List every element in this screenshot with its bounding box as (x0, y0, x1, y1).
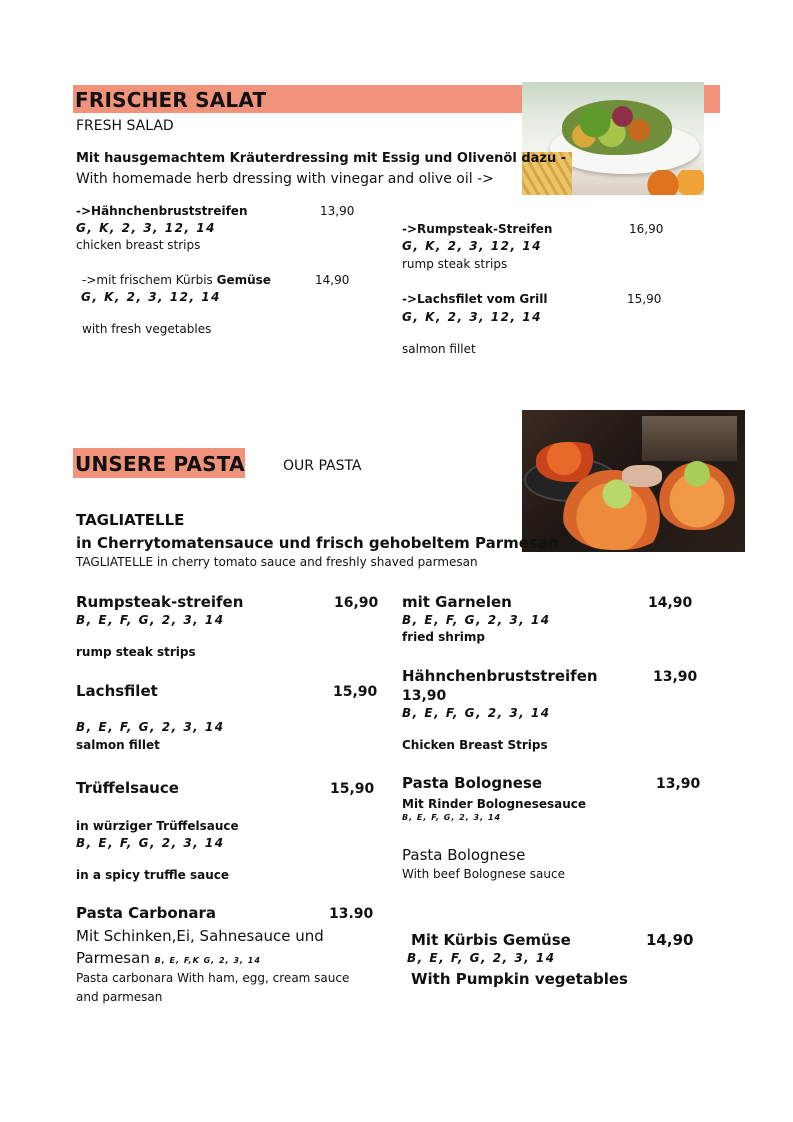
pasta-item-name: Rumpsteak-streifen (76, 593, 244, 611)
pasta-item-price: 13,90 (653, 669, 698, 685)
salad-item-price: 14,90 (315, 273, 350, 287)
pasta-item-en: Pasta carbonara With ham, egg, cream sauce (76, 971, 350, 985)
pasta-item-en: in a spicy truffle sauce (76, 868, 230, 882)
pasta-item-en: With Pumpkin vegetables (411, 970, 628, 988)
name-part: ->mit frischem Kürbis (82, 273, 217, 287)
salad-desc-en: With homemade herb dressing with vinegar and olive oil -> (76, 171, 494, 187)
salad-item-en: salmon fillet (402, 342, 476, 356)
salad-item-en: with fresh vegetables (82, 322, 212, 336)
pasta-item-en: With beef Bolognese sauce (402, 867, 565, 881)
salad-photo (522, 82, 704, 195)
dish-name: TAGLIATELLE (76, 511, 185, 529)
pasta-item-price: 14,90 (648, 595, 693, 611)
pasta-item-name: Pasta Bolognese (402, 774, 543, 792)
allergen-codes: B, E, F, G, 2, 3, 14 (402, 706, 551, 720)
pasta-subtitle: OUR PASTA (283, 458, 362, 474)
dish-desc-de: in Cherrytomatensauce und frisch gehobeltem Parmesan (76, 534, 559, 552)
pasta-item-name: Mit Kürbis Gemüse (411, 931, 571, 949)
pasta-item-desc (76, 949, 261, 967)
pasta-photo (522, 410, 745, 552)
salad-item-name: ->Hähnchenbruststreifen (76, 204, 248, 218)
salad-item-en: rump steak strips (402, 257, 508, 271)
allergen-codes: G, K, 2, 3, 12, 14 (402, 310, 542, 324)
pasta-item-desc: Mit Schinken,Ei, Sahnesauce und (76, 927, 324, 945)
pasta-item-price: 15,90 (333, 684, 378, 700)
pasta-item-price: 15,90 (330, 781, 375, 797)
pasta-item-price: 13.90 (329, 906, 374, 922)
pasta-item-price: 14,90 (646, 931, 694, 949)
allergen-codes: B, E, F, G, 2, 3, 14 (407, 951, 556, 965)
pasta-item-en: fried shrimp (402, 630, 485, 644)
allergen-codes: B, E, F, G, 2, 3, 14 (76, 836, 225, 850)
pasta-item-name: Hähnchenbruststreifen (402, 667, 598, 685)
allergen-codes: B, E, F, G, 2, 3, 14 (76, 613, 225, 627)
salad-subtitle: FRESH SALAD (76, 118, 174, 134)
pasta-item-name: Trüffelsauce (76, 779, 179, 797)
pasta-item-en: rump steak strips (76, 645, 196, 659)
allergen-codes: G, K, 2, 3, 12, 14 (402, 239, 542, 253)
allergen-codes: B, E, F, G, 2, 3, 14 (402, 813, 502, 822)
salad-title: FRISCHER SALAT (75, 88, 267, 112)
salad-item-name: ->Lachsfilet vom Grill (402, 292, 548, 306)
pasta-item-desc: in würziger Trüffelsauce (76, 819, 239, 833)
pasta-item-name-en: Pasta Bolognese (402, 846, 526, 864)
pasta-item-name: Lachsfilet (76, 682, 158, 700)
allergen-codes: G, K, 2, 3, 12, 14 (81, 290, 221, 304)
allergen-codes: G, K, 2, 3, 12, 14 (76, 221, 216, 235)
pasta-item-en: salmon fillet (76, 738, 160, 752)
salad-item-name: ->Rumpsteak-Streifen (402, 222, 553, 236)
pasta-item-price: 13,90 (656, 776, 701, 792)
salad-desc-de: Mit hausgemachtem Kräuterdressing mit Essig und Olivenöl dazu - (76, 151, 567, 166)
salad-item-price: 15,90 (627, 292, 662, 306)
name-part-bold: Gemüse (216, 273, 271, 287)
salad-item-price: 16,90 (629, 222, 664, 236)
salad-item-en: chicken breast strips (76, 238, 201, 252)
dish-desc-en: TAGLIATELLE in cherry tomato sauce and freshly shaved parmesan (76, 555, 478, 569)
allergen-codes: B, E, F, G, 2, 3, 14 (76, 720, 225, 734)
desc-part: Parmesan (76, 949, 150, 967)
allergen-codes: B, E, F,K G, 2, 3, 14 (154, 956, 261, 965)
pasta-item-en: Chicken Breast Strips (402, 738, 548, 752)
pasta-item-price-repeat: 13,90 (402, 688, 447, 704)
salad-item-price: 13,90 (320, 204, 355, 218)
allergen-codes: B, E, F, G, 2, 3, 14 (402, 613, 551, 627)
pasta-item-desc: Mit Rinder Bolognesesauce (402, 797, 587, 811)
pasta-item-name: Pasta Carbonara (76, 904, 217, 922)
pasta-title: UNSERE PASTA (75, 452, 245, 476)
pasta-item-name: mit Garnelen (402, 593, 512, 611)
pasta-item-price: 16,90 (334, 595, 379, 611)
salad-item-name (82, 273, 271, 287)
pasta-item-en: and parmesan (76, 990, 163, 1004)
